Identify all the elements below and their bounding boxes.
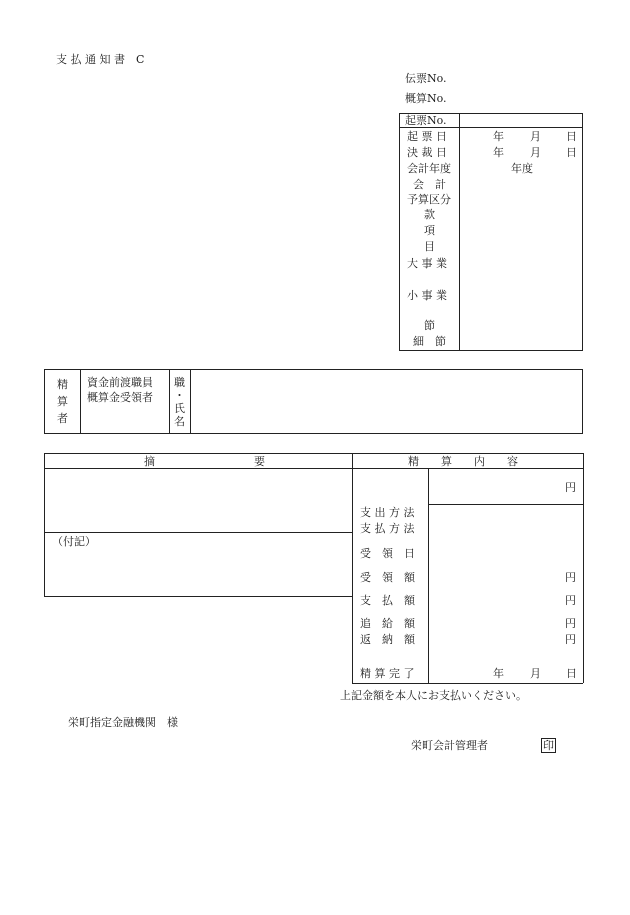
main-mid-line <box>352 453 353 683</box>
receipt-date-label: 受 領 日 <box>360 547 415 560</box>
settler-divider-2 <box>169 369 170 434</box>
main-top-line <box>44 453 583 454</box>
receipt-amount-yen: 円 <box>565 571 576 584</box>
document-title: 支 払 通 知 書 C <box>56 53 145 66</box>
yen-row-1: 円 <box>565 481 576 494</box>
settler-char-2: 算 <box>57 395 68 408</box>
complete-month: 月 <box>530 667 541 680</box>
origin-no-label: 起票No. <box>405 114 447 127</box>
settlement-complete-label: 精 算 完 了 <box>360 667 415 680</box>
info-divider <box>459 113 460 351</box>
kan-label: 款 <box>424 208 435 221</box>
note-bottom-line <box>44 596 352 597</box>
accounting-label: 会 計 <box>413 178 446 191</box>
request-text: 上記金額を本人にお支払いください。 <box>340 689 527 702</box>
name-char-2: ・ <box>174 389 185 402</box>
origin-year: 年 <box>493 130 504 143</box>
slip-no-label: 伝票No. <box>405 72 447 85</box>
fiscal-year-label: 会計年度 <box>407 162 451 175</box>
payment-method-label: 支 払 方 法 <box>360 522 415 535</box>
origin-month: 月 <box>530 130 541 143</box>
complete-year: 年 <box>493 667 504 680</box>
note-top-line <box>44 532 352 533</box>
bank-name: 栄町指定金融機関 様 <box>68 716 178 729</box>
note-label: （付記） <box>52 535 96 548</box>
complete-day: 日 <box>566 667 577 680</box>
decision-year: 年 <box>493 146 504 159</box>
additional-amount-label: 追 給 額 <box>360 617 415 630</box>
main-amount-line <box>428 468 429 683</box>
minor-project-label: 小 事 業 <box>407 289 447 302</box>
name-char-3: 氏 <box>174 402 185 415</box>
origin-day: 日 <box>566 130 577 143</box>
moku-label: 目 <box>424 240 435 253</box>
main-header-line <box>44 468 583 469</box>
name-char-4: 名 <box>174 415 185 428</box>
manager-name: 栄町会計管理者 <box>411 739 488 752</box>
decision-day: 日 <box>566 146 577 159</box>
main-right-line <box>583 453 584 683</box>
payment-amount-label: 支 払 額 <box>360 594 415 607</box>
main-left-line <box>44 453 45 596</box>
settler-char-3: 者 <box>57 412 68 425</box>
seal-stamp: 印 <box>543 739 554 752</box>
name-char-1: 職 <box>174 376 185 389</box>
amount-row-line <box>428 504 583 505</box>
setsu-label: 節 <box>424 319 435 332</box>
fiscal-year-unit: 年度 <box>511 162 533 175</box>
refund-amount-yen: 円 <box>565 633 576 646</box>
decision-month: 月 <box>530 146 541 159</box>
origin-date-label: 起 票 日 <box>407 130 447 143</box>
receipt-amount-label: 受 領 額 <box>360 571 415 584</box>
major-project-label: 大 事 業 <box>407 257 447 270</box>
refund-amount-label: 返 納 額 <box>360 633 415 646</box>
sub-setsu-label: 細 節 <box>413 335 446 348</box>
info-row-line <box>399 127 583 128</box>
settler-role-1: 資金前渡職員 <box>87 376 153 389</box>
settler-divider-1 <box>80 369 81 434</box>
payment-amount-yen: 円 <box>565 594 576 607</box>
budget-class-label: 予算区分 <box>407 193 451 206</box>
additional-amount-yen: 円 <box>565 617 576 630</box>
settler-char-1: 精 <box>57 378 68 391</box>
settler-divider-3 <box>190 369 191 434</box>
estimate-no-label: 概算No. <box>405 92 447 105</box>
settler-role-2: 概算金受領者 <box>87 391 153 404</box>
expenditure-method-label: 支 出 方 法 <box>360 506 415 519</box>
summary-header: 摘 要 <box>144 455 265 468</box>
main-bottom-line <box>352 683 583 684</box>
settlement-header: 精 算 内 容 <box>408 455 518 468</box>
decision-date-label: 決 裁 日 <box>407 146 447 159</box>
kou-label: 項 <box>424 224 435 237</box>
